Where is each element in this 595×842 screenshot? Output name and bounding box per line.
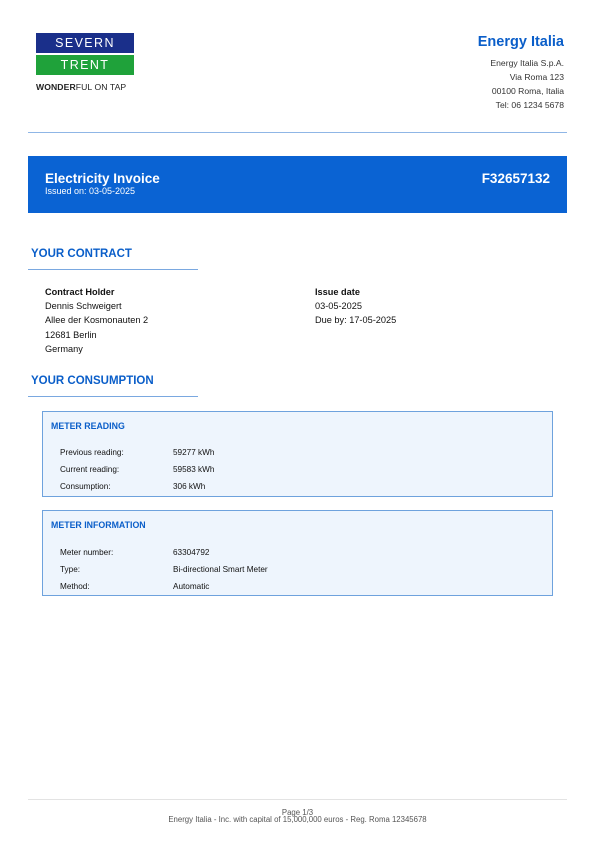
contract-holder-label: Contract Holder — [45, 287, 115, 297]
company-city: 00100 Roma, Italia — [491, 86, 564, 96]
contract-holder-block — [45, 285, 148, 356]
invoice-title: Electricity Invoice — [45, 171, 160, 186]
consumption-heading-rule — [28, 396, 198, 397]
page-number: Page 1/3 — [281, 808, 314, 817]
company-name: Energy Italia — [477, 34, 564, 50]
meter-method-row — [60, 582, 209, 591]
consumption-row — [60, 482, 205, 491]
consumption-heading: YOUR CONSUMPTION — [31, 375, 154, 387]
logo-top-band: SEVERN — [36, 33, 134, 53]
current-reading-value: 59583 kWh — [173, 465, 215, 474]
due-date: Due by: 17-05-2025 — [315, 315, 397, 326]
logo-tagline-bold: WONDER — [36, 82, 76, 92]
logo-tagline — [36, 82, 134, 92]
meter-number-value: 63304792 — [173, 548, 210, 557]
invoice-number: F32657132 — [481, 171, 550, 186]
issue-date-block — [315, 285, 396, 328]
current-reading-label: Current reading: — [60, 465, 120, 474]
invoice-issued-on: Issued on: 03-05-2025 — [45, 186, 136, 196]
previous-reading-row — [60, 448, 214, 457]
footer-legal-text: Energy Italia - Inc. with capital of 15,000,000 euros - Reg. Roma 12345678 — [168, 815, 427, 824]
invoice-banner — [28, 156, 567, 213]
meter-info-title: METER INFORMATION — [51, 520, 146, 530]
issue-date-value: 03-05-2025 — [315, 301, 362, 312]
contract-holder-city: 12681 Berlin — [45, 329, 97, 340]
meter-reading-title: METER READING — [51, 421, 125, 431]
previous-reading-value: 59277 kWh — [173, 448, 215, 457]
previous-reading-label: Previous reading: — [60, 448, 124, 457]
contract-heading-rule — [28, 269, 198, 270]
meter-type-value: Bi-directional Smart Meter — [173, 565, 268, 574]
footer-divider — [28, 799, 567, 800]
contract-holder-country: Germany — [45, 343, 83, 354]
meter-type-label: Type: — [60, 565, 81, 574]
company-phone: Tel: 06 1234 5678 — [495, 100, 564, 110]
contract-heading: YOUR CONTRACT — [31, 248, 132, 260]
current-reading-row — [60, 465, 214, 474]
contract-holder-street: Allee der Kosmonauten 2 — [45, 315, 149, 326]
consumption-label: Consumption: — [60, 482, 111, 491]
company-legal-name: Energy Italia S.p.A. — [490, 58, 564, 68]
header-divider — [28, 132, 567, 133]
meter-number-label: Meter number: — [60, 548, 114, 557]
meter-info-box — [42, 510, 553, 596]
meter-type-row — [60, 565, 268, 574]
meter-method-value: Automatic — [173, 582, 210, 591]
meter-number-row — [60, 548, 209, 557]
company-street: Via Roma 123 — [509, 72, 564, 82]
severn-trent-logo — [36, 33, 134, 92]
logo-bottom-band: TRENT — [36, 55, 134, 75]
logo-tagline-rest: FUL ON TAP — [75, 82, 127, 92]
consumption-value: 306 kWh — [173, 482, 206, 491]
contract-holder-name: Dennis Schweigert — [45, 301, 122, 312]
meter-reading-box — [42, 411, 553, 497]
meter-method-label: Method: — [60, 582, 90, 591]
company-info — [478, 34, 564, 110]
issue-date-label: Issue date — [315, 287, 360, 297]
